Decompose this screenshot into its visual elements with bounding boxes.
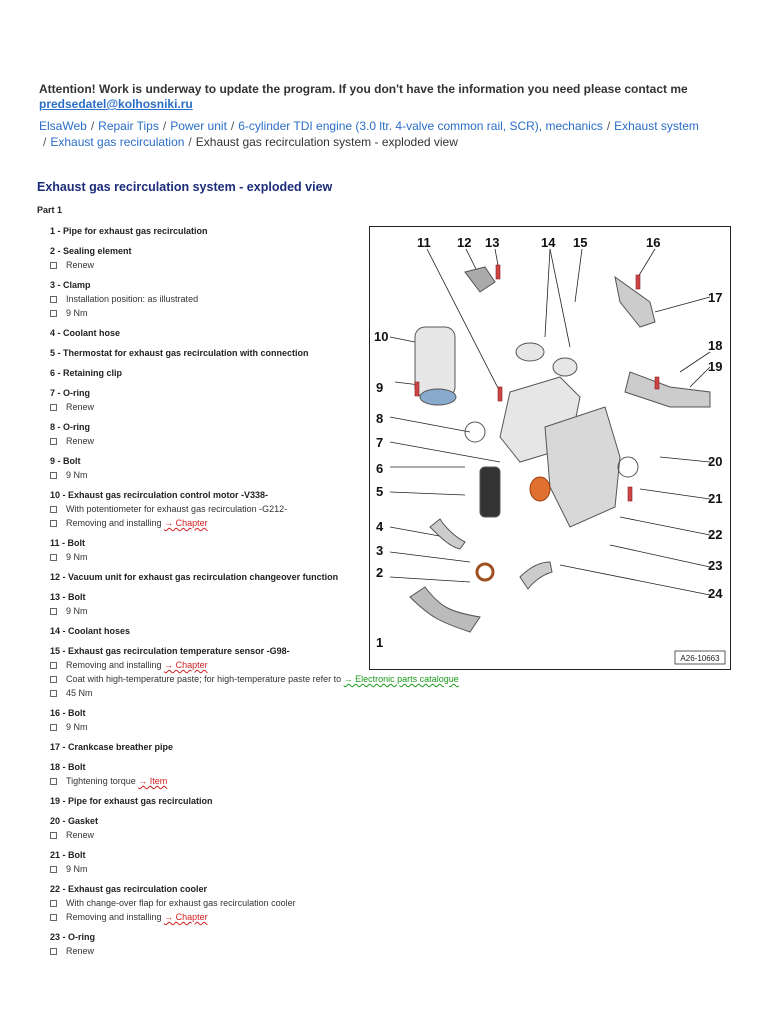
detail-text: With potentiometer for exhaust gas recirculation -G212- bbox=[66, 504, 288, 514]
checkbox-bullet-icon bbox=[50, 778, 57, 785]
checkbox-bullet-icon bbox=[50, 676, 57, 683]
chapter-link[interactable]: → Chapter bbox=[164, 660, 208, 670]
callout-6: 6 bbox=[376, 461, 384, 476]
chapter-link[interactable]: → Chapter bbox=[164, 518, 208, 528]
list-item bbox=[50, 760, 370, 788]
detail-text: Renew bbox=[66, 260, 95, 270]
list-item bbox=[50, 590, 370, 618]
callout-23: 23 bbox=[708, 558, 723, 573]
detail-text: Renew bbox=[66, 402, 95, 412]
checkbox-bullet-icon bbox=[50, 554, 57, 561]
list-item bbox=[50, 224, 370, 238]
item-label: 4 - Coolant hose bbox=[50, 328, 121, 338]
detail-text: Tightening torque bbox=[66, 776, 139, 786]
breadcrumb-egr[interactable]: Exhaust gas recirculation bbox=[50, 135, 185, 149]
item-detail bbox=[50, 862, 370, 876]
item-label: 11 - Bolt bbox=[50, 538, 86, 548]
callout-18: 18 bbox=[708, 338, 723, 353]
item-detail bbox=[50, 550, 370, 564]
checkbox-bullet-icon bbox=[50, 662, 57, 669]
item-detail bbox=[50, 258, 370, 272]
callout-2: 2 bbox=[376, 565, 384, 580]
item-detail bbox=[50, 944, 370, 958]
item-label: 8 - O-ring bbox=[50, 422, 90, 432]
list-item bbox=[50, 420, 370, 448]
checkbox-bullet-icon bbox=[50, 900, 57, 907]
callout-14: 14 bbox=[541, 235, 556, 250]
checkbox-bullet-icon bbox=[50, 608, 57, 615]
detail-text: 9 Nm bbox=[66, 722, 88, 732]
callout-17: 17 bbox=[708, 290, 723, 305]
notice-text: Attention! Work is underway to update the program. If you don't have the information you need please contact me bbox=[39, 82, 688, 96]
checkbox-bullet-icon bbox=[50, 690, 57, 697]
item-label: 22 - Exhaust gas recirculation cooler bbox=[50, 884, 208, 894]
callout-7: 7 bbox=[376, 435, 384, 450]
item-detail bbox=[50, 672, 764, 686]
item-detail bbox=[50, 292, 370, 306]
detail-text: With change-over flap for exhaust gas recirculation cooler bbox=[66, 898, 296, 908]
item-detail bbox=[50, 910, 370, 924]
detail-text: Removing and installing bbox=[66, 518, 165, 528]
chapter-link[interactable]: → Chapter bbox=[164, 912, 208, 922]
callout-19: 19 bbox=[708, 359, 723, 374]
callout-16: 16 bbox=[646, 235, 661, 250]
callout-11: 11 bbox=[417, 235, 431, 250]
breadcrumb-separator: / bbox=[162, 119, 167, 133]
item-detail bbox=[50, 468, 370, 482]
detail-text: Removing and installing bbox=[66, 912, 165, 922]
callout-21: 21 bbox=[708, 491, 723, 506]
callout-12: 12 bbox=[457, 235, 472, 250]
list-item bbox=[50, 930, 370, 958]
checkbox-bullet-icon bbox=[50, 310, 57, 317]
item-detail bbox=[50, 686, 370, 700]
part-label: Part 1 bbox=[37, 205, 63, 215]
breadcrumb-separator: / bbox=[43, 135, 47, 149]
figure-code: A26-10663 bbox=[680, 654, 720, 663]
item-detail bbox=[50, 896, 370, 910]
item-detail bbox=[50, 720, 370, 734]
exploded-view-diagram bbox=[370, 227, 730, 669]
checkbox-bullet-icon bbox=[50, 832, 57, 839]
item-label: 5 - Thermostat for exhaust gas recirculation with connection bbox=[50, 348, 309, 358]
list-item bbox=[50, 882, 370, 924]
list-item bbox=[50, 454, 370, 482]
exploded-view-figure bbox=[369, 226, 731, 670]
list-item bbox=[50, 848, 370, 876]
breadcrumb-separator: / bbox=[230, 119, 235, 133]
item-detail bbox=[50, 400, 370, 414]
item-label: 9 - Bolt bbox=[50, 456, 81, 466]
item-detail bbox=[50, 604, 370, 618]
item-detail bbox=[50, 502, 370, 516]
detail-text: 9 Nm bbox=[66, 470, 88, 480]
list-item bbox=[50, 244, 370, 272]
detail-text: 9 Nm bbox=[66, 606, 88, 616]
detail-text: Coat with high-temperature paste; for high-temperature paste refer to bbox=[66, 674, 344, 684]
breadcrumb-exhaust-system[interactable]: Exhaust system bbox=[614, 119, 699, 133]
callout-24: 24 bbox=[708, 586, 723, 601]
contact-email-link[interactable]: predsedatel@kolhosniki.ru bbox=[39, 97, 193, 111]
item-label: 20 - Gasket bbox=[50, 816, 99, 826]
item-detail bbox=[50, 828, 370, 842]
detail-text: Installation position: as illustrated bbox=[66, 294, 199, 304]
breadcrumb-separator: / bbox=[188, 135, 192, 149]
list-item bbox=[50, 488, 370, 530]
list-item bbox=[50, 346, 370, 360]
list-item bbox=[50, 644, 459, 700]
item-label: 19 - Pipe for exhaust gas recirculation bbox=[50, 796, 213, 806]
checkbox-bullet-icon bbox=[50, 296, 57, 303]
item-detail bbox=[50, 516, 370, 530]
item-label: 10 - Exhaust gas recirculation control motor -V338- bbox=[50, 490, 269, 500]
callout-8: 8 bbox=[376, 411, 384, 426]
callout-5: 5 bbox=[376, 484, 384, 499]
item-label: 1 - Pipe for exhaust gas recirculation bbox=[50, 226, 208, 236]
checkbox-bullet-icon bbox=[50, 472, 57, 479]
item-detail bbox=[50, 774, 370, 788]
item-label: 18 - Bolt bbox=[50, 762, 86, 772]
breadcrumb bbox=[39, 118, 739, 150]
list-item bbox=[50, 570, 370, 584]
page-title: Exhaust gas recirculation system - exploded view bbox=[37, 180, 333, 194]
callout-22: 22 bbox=[708, 527, 723, 542]
checkbox-bullet-icon bbox=[50, 914, 57, 921]
detail-text: Renew bbox=[66, 436, 95, 446]
list-item bbox=[50, 794, 370, 808]
detail-text: Renew bbox=[66, 830, 95, 840]
breadcrumb-separator: / bbox=[90, 119, 95, 133]
checkbox-bullet-icon bbox=[50, 520, 57, 527]
item-label: 16 - Bolt bbox=[50, 708, 86, 718]
list-item bbox=[50, 366, 370, 380]
callout-4: 4 bbox=[376, 519, 384, 534]
item-label: 2 - Sealing element bbox=[50, 246, 132, 256]
detail-text: 45 Nm bbox=[66, 688, 93, 698]
list-item bbox=[50, 326, 370, 340]
list-item bbox=[50, 740, 370, 754]
list-item bbox=[50, 624, 370, 638]
parts-catalogue-link[interactable]: → Electronic parts catalogue bbox=[343, 674, 459, 684]
breadcrumb-power-unit[interactable]: Power unit bbox=[170, 119, 227, 133]
item-label: 6 - Retaining clip bbox=[50, 368, 123, 378]
detail-text: 9 Nm bbox=[66, 864, 88, 874]
detail-text: 9 Nm bbox=[66, 552, 88, 562]
callout-10: 10 bbox=[374, 329, 389, 344]
parts-list bbox=[50, 224, 459, 964]
checkbox-bullet-icon bbox=[50, 262, 57, 269]
callout-9: 9 bbox=[376, 380, 384, 395]
breadcrumb-elsaweb[interactable]: ElsaWeb bbox=[39, 119, 87, 133]
item-label: 13 - Bolt bbox=[50, 592, 86, 602]
list-item bbox=[50, 814, 370, 842]
callout-15: 15 bbox=[573, 235, 588, 250]
list-item bbox=[50, 706, 370, 734]
item-label: 7 - O-ring bbox=[50, 388, 90, 398]
callout-13: 13 bbox=[485, 235, 500, 250]
breadcrumb-engine[interactable]: 6-cylinder TDI engine (3.0 ltr. 4-valve common rail, SCR), mechanics bbox=[238, 119, 603, 133]
checkbox-bullet-icon bbox=[50, 724, 57, 731]
detail-text: 9 Nm bbox=[66, 308, 88, 318]
item-label: 3 - Clamp bbox=[50, 280, 91, 290]
checkbox-bullet-icon bbox=[50, 404, 57, 411]
checkbox-bullet-icon bbox=[50, 438, 57, 445]
callout-20: 20 bbox=[708, 454, 723, 469]
breadcrumb-current: Exhaust gas recirculation system - exploded view bbox=[195, 135, 458, 149]
item-detail bbox=[50, 306, 370, 320]
callout-3: 3 bbox=[376, 543, 384, 558]
breadcrumb-repair-tips[interactable]: Repair Tips bbox=[98, 119, 159, 133]
item-label: 15 - Exhaust gas recirculation temperature sensor -G98- bbox=[50, 646, 290, 656]
chapter-link[interactable]: → Item bbox=[138, 776, 168, 786]
detail-text: Renew bbox=[66, 946, 95, 956]
item-label: 14 - Coolant hoses bbox=[50, 626, 131, 636]
breadcrumb-separator: / bbox=[606, 119, 611, 133]
list-item bbox=[50, 536, 370, 564]
list-item bbox=[50, 386, 370, 414]
checkbox-bullet-icon bbox=[50, 506, 57, 513]
checkbox-bullet-icon bbox=[50, 948, 57, 955]
item-label: 23 - O-ring bbox=[50, 932, 96, 942]
item-label: 17 - Crankcase breather pipe bbox=[50, 742, 174, 752]
item-label: 12 - Vacuum unit for exhaust gas recirculation changeover function bbox=[50, 572, 339, 582]
detail-text: Removing and installing bbox=[66, 660, 165, 670]
list-item bbox=[50, 278, 370, 320]
item-detail bbox=[50, 434, 370, 448]
checkbox-bullet-icon bbox=[50, 866, 57, 873]
callout-1: 1 bbox=[376, 635, 384, 650]
attention-notice bbox=[39, 82, 739, 112]
item-label: 21 - Bolt bbox=[50, 850, 86, 860]
item-detail bbox=[50, 658, 370, 672]
